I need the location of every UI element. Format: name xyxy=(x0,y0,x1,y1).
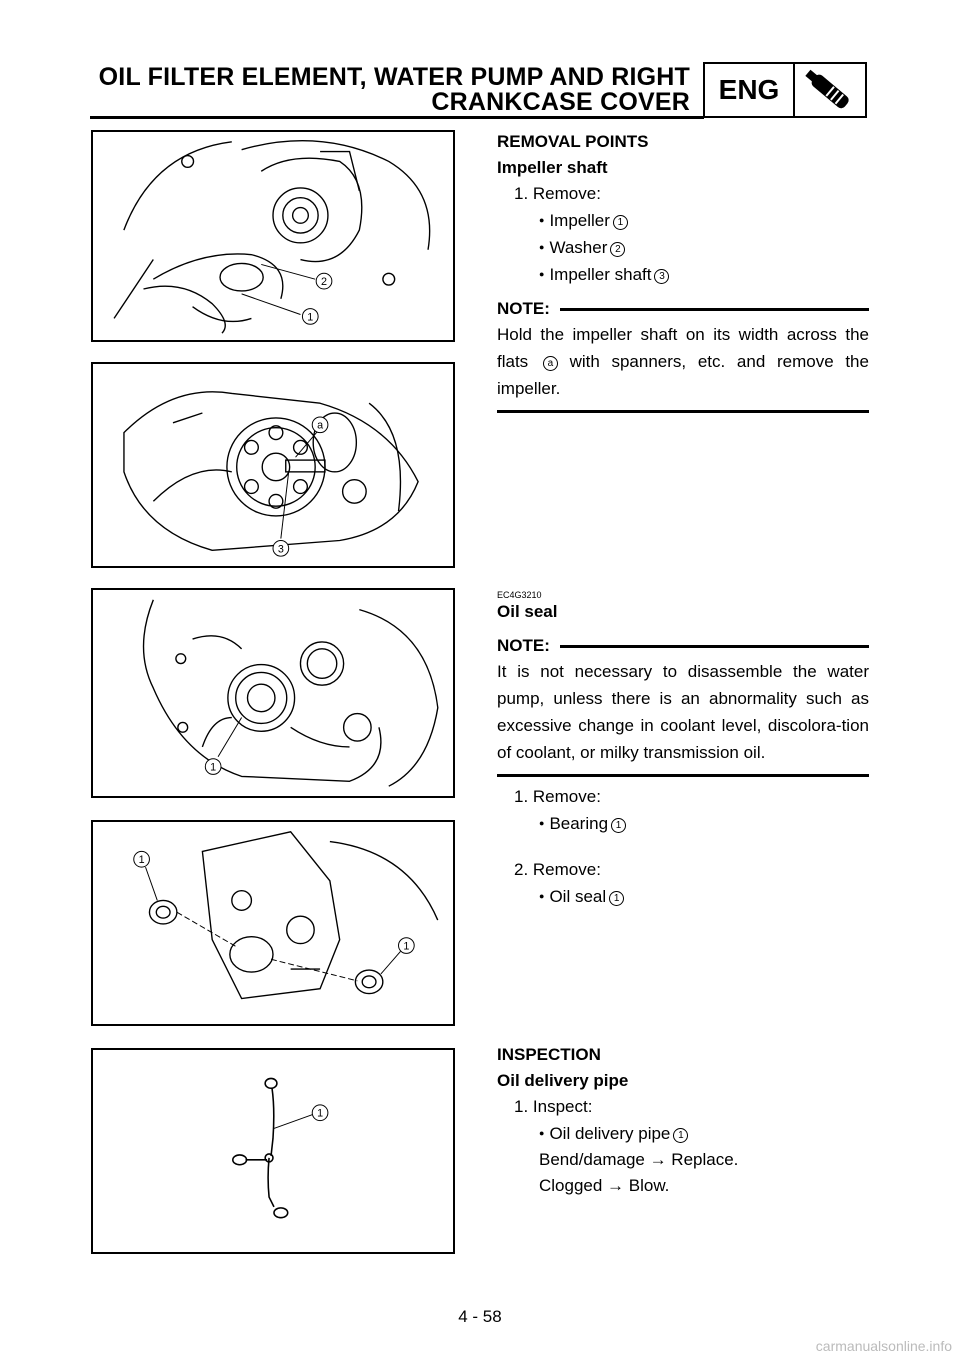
note-header xyxy=(497,297,869,321)
list-item-text: Washer xyxy=(549,238,608,257)
page-title-line1: OIL FILTER ELEMENT, WATER PUMP AND RIGHT xyxy=(98,63,690,91)
wrench-icon xyxy=(795,64,865,116)
callout-1: 1 xyxy=(307,311,314,324)
callout-1b: 1 xyxy=(403,940,410,953)
note-body: It is not necessary to disassemble the water pump, unless there is an abnormality such as excessive change in coolant level, discolora-tion of coolant, or milky transmission oil. xyxy=(497,662,869,762)
note-header xyxy=(497,634,869,658)
watermark: carmanualsonline.info xyxy=(815,1338,952,1354)
callout-1: 1 xyxy=(317,1107,324,1120)
list-item-text: Oil seal xyxy=(549,887,607,906)
list-item xyxy=(497,1121,869,1146)
callout-number: 3 xyxy=(654,269,669,284)
inspection-result: Bend/damage → Replace. xyxy=(539,1150,739,1169)
note-rule xyxy=(560,645,869,648)
section-removal-points xyxy=(497,130,869,413)
callout-a: a xyxy=(317,419,324,432)
callout-2: 2 xyxy=(321,276,328,289)
callout-1: 1 xyxy=(210,761,217,774)
section-subheading: Oil delivery pipe xyxy=(497,1071,629,1090)
note-body xyxy=(497,321,869,402)
header-rule xyxy=(90,116,704,119)
section-inspection xyxy=(497,1043,869,1198)
inspection-result: Clogged → Blow. xyxy=(539,1176,670,1195)
figure-impeller-removal xyxy=(91,130,455,342)
section-code: EC4G3210 xyxy=(497,590,542,600)
figure-bearing xyxy=(91,588,455,798)
callout-number: 1 xyxy=(613,215,628,230)
list-item xyxy=(497,208,869,233)
list-item xyxy=(497,811,869,836)
note-label: NOTE: xyxy=(497,299,550,318)
list-item-text: Oil delivery pipe xyxy=(549,1124,671,1143)
section-heading: INSPECTION xyxy=(497,1045,601,1064)
page-title-line2: CRANKCASE COVER xyxy=(431,88,690,116)
callout-number: 1 xyxy=(609,891,624,906)
step-label: 1. Remove: xyxy=(514,184,601,203)
note-end-rule xyxy=(497,410,869,413)
figure-oil-delivery-pipe xyxy=(91,1048,455,1254)
note-rule xyxy=(560,308,869,311)
list-item-text: Bearing xyxy=(549,814,609,833)
page-number: 4 - 58 xyxy=(458,1307,502,1326)
note-end-rule xyxy=(497,774,869,777)
step-label: 1. Inspect: xyxy=(514,1097,593,1116)
figure-oil-seal xyxy=(91,820,455,1026)
step-label: 1. Remove: xyxy=(514,787,601,806)
section-subheading: Impeller shaft xyxy=(497,158,608,177)
note-text: with spanners, etc. and remove the impeller. xyxy=(497,352,869,398)
section-tab-label: ENG xyxy=(705,64,795,116)
section-heading: REMOVAL POINTS xyxy=(497,132,649,151)
callout-letter: a xyxy=(543,356,558,371)
note-text: Hold the impeller shaft on its width across the flats xyxy=(497,325,869,371)
list-item xyxy=(497,235,869,260)
list-item-text: Impeller xyxy=(549,211,610,230)
note-label: NOTE: xyxy=(497,636,550,655)
callout-1: 1 xyxy=(138,854,145,867)
list-item-text: Impeller shaft xyxy=(549,265,652,284)
figure-impeller-shaft xyxy=(91,362,455,568)
list-item xyxy=(497,262,869,287)
list-item xyxy=(497,884,869,909)
callout-number: 2 xyxy=(610,242,625,257)
callout-number: 1 xyxy=(673,1128,688,1143)
section-heading: Oil seal xyxy=(497,602,558,621)
callout-3: 3 xyxy=(277,543,284,556)
callout-number: 1 xyxy=(611,818,626,833)
section-oil-seal xyxy=(497,590,869,909)
step-label: 2. Remove: xyxy=(514,860,601,879)
section-tab xyxy=(703,62,867,118)
